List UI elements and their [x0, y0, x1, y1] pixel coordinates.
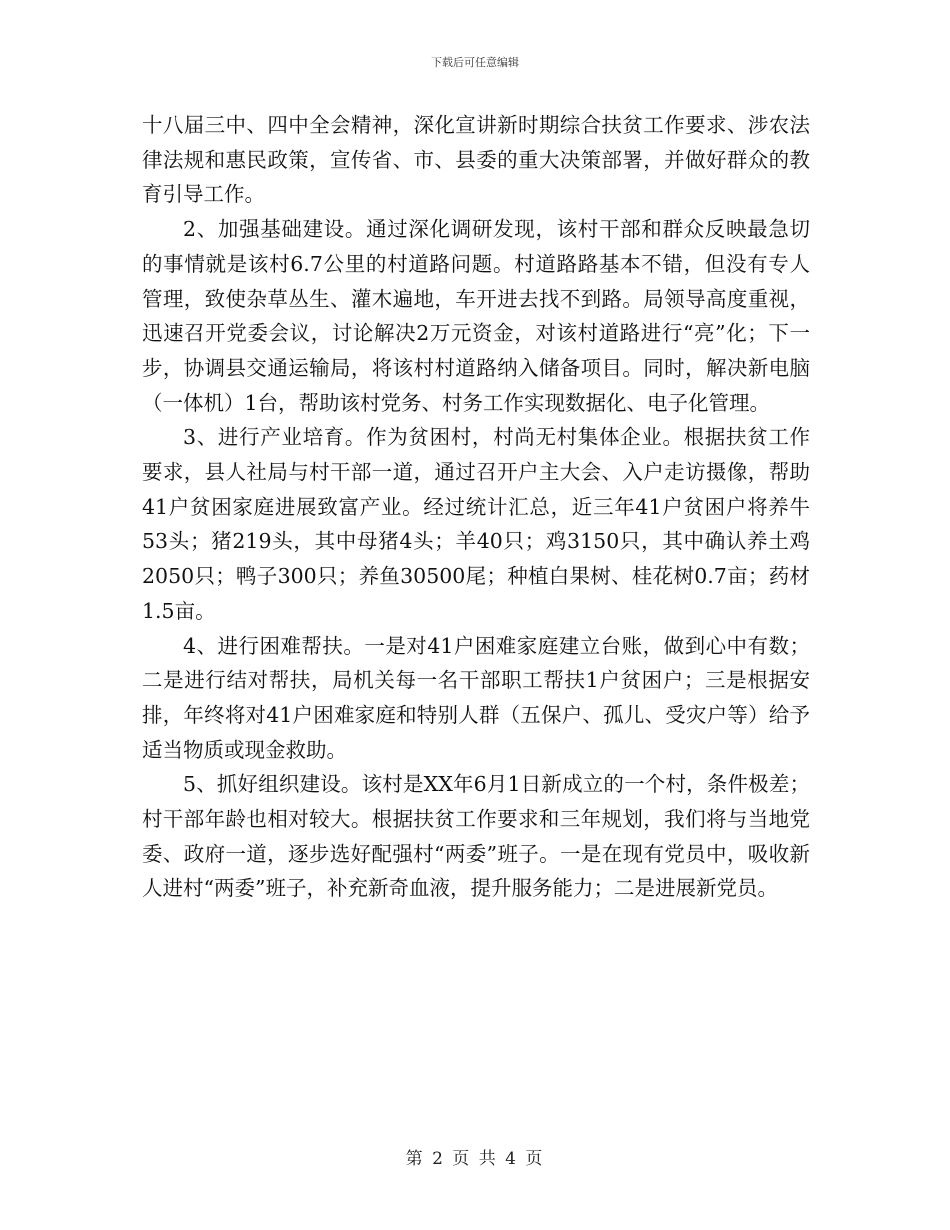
page-header: 下载后可任意编辑	[431, 56, 519, 69]
document-body	[142, 108, 810, 906]
paragraph-continuation: 十八届三中、四中全会精神，深化宣讲新时期综合扶贫工作要求、涉农法律法规和惠民政策，宣传省、市、县委的重大决策部署，并做好群众的教育引导工作。	[142, 113, 810, 207]
page-footer: 第 2 页 共 4 页	[405, 1149, 545, 1169]
paragraph-organization: 5、抓好组织建设。该村是XX年6月1日新成立的一个村，条件极差；村干部年龄也相对较大。根据扶贫工作要求和三年规划，我们将与当地党委、政府一道，逐步选好配强村“两委”班子。一是在现有党员中，吸收新人进村“两委”班子，补充新奇血液，提升服务能力；二是进展新党员。	[142, 772, 810, 901]
paragraph-assistance: 4、进行困难帮扶。一是对41户困难家庭建立台账，做到心中有数；二是进行结对帮扶，局机关每一名干部职工帮扶1户贫困户；三是根据安排，年终将对41户困难家庭和特别人群（五保户、孤儿、受灾户等）给予适当物质或现金救助。	[142, 633, 810, 762]
paragraph-infrastructure: 2、加强基础建设。通过深化调研发现，该村干部和群众反映最急切的事情就是该村6.7公里的村道路问题。村道路路基本不错，但没有专人管理，致使杂草丛生、灌木遍地，车开进去找不到路。局领导高度重视，迅速召开党委会议，讨论解决2万元资金，对该村道路进行“亮”化；下一步，协调县交通运输局，将该村村道路纳入储备项目。同时，解决新电脑（一体机）1台，帮助该村党务、村务工作实现数据化、电子化管理。	[142, 217, 810, 415]
paragraph-industry: 3、进行产业培育。作为贫困村，村尚无村集体企业。根据扶贫工作要求，县人社局与村干部一道，通过召开户主大会、入户走访摄像，帮助41户贫困家庭进展致富产业。经过统计汇总，近三年41户贫困户将养牛53头；猪219头，其中母猪4头；羊40只；鸡3150只，其中确认养土鸡2050只；鸭子300只；养鱼30500尾；种植白果树、桂花树0.7亩；药材1.5亩。	[142, 425, 810, 623]
